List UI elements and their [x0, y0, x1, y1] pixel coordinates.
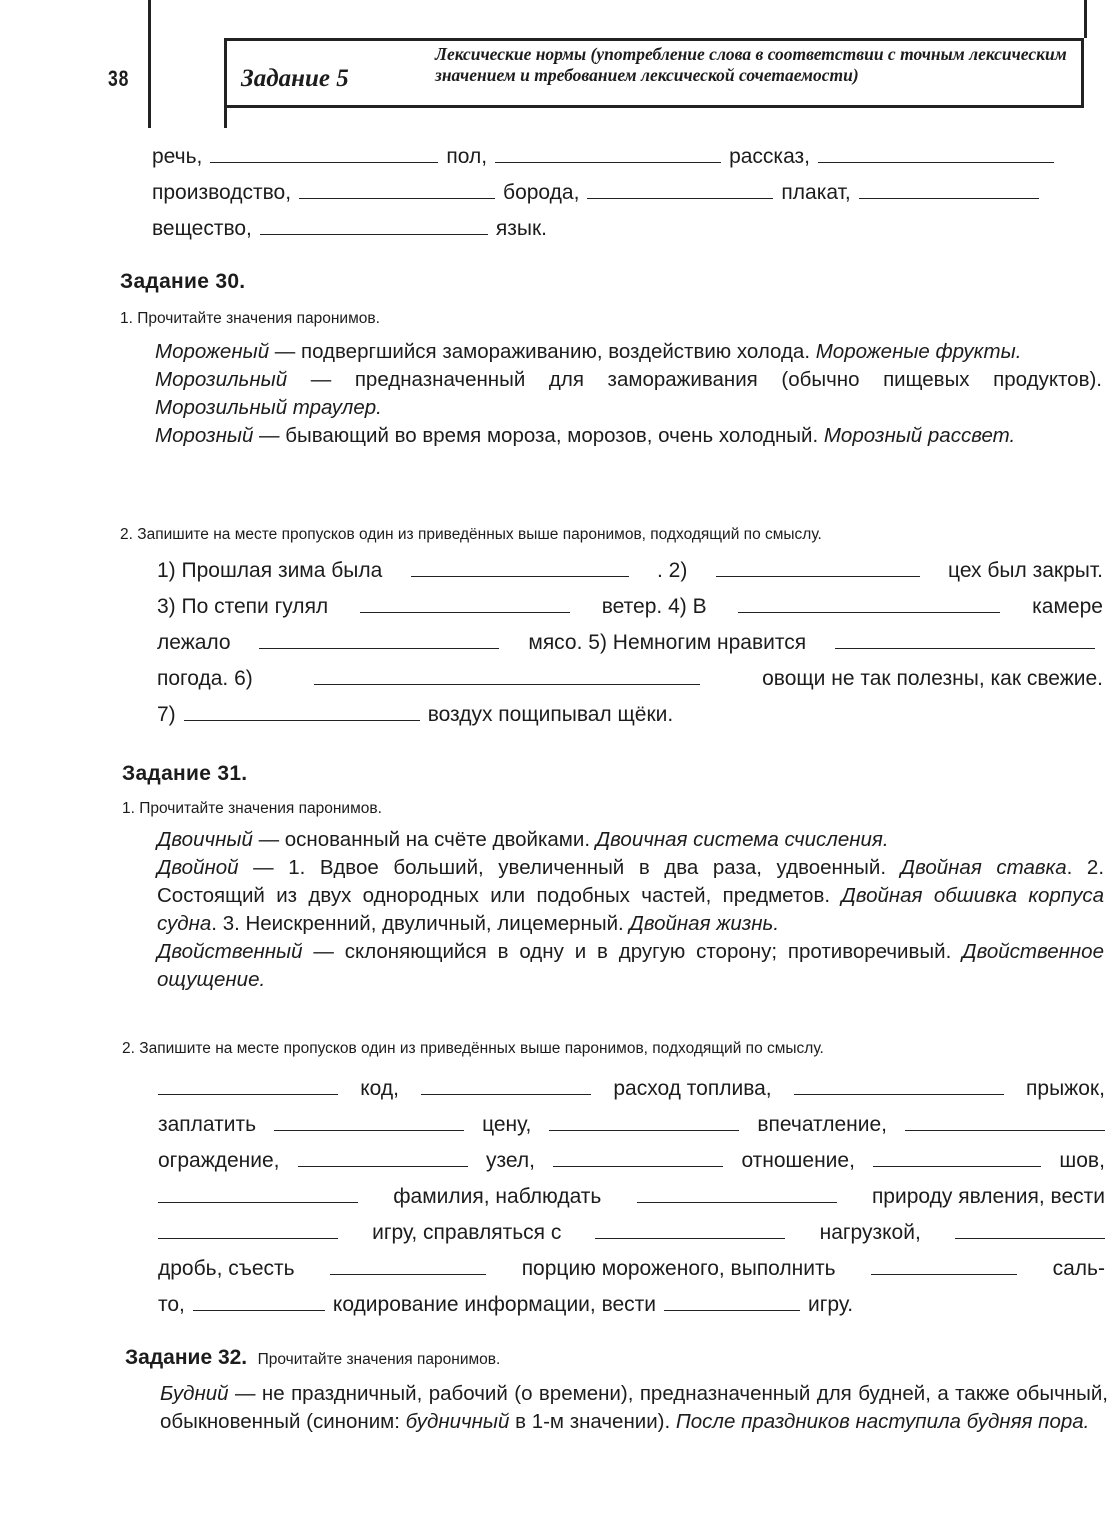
task-30-line-3: лежало мясо. 5) Немногим нравится: [157, 630, 1103, 658]
answer-blank[interactable]: [260, 216, 488, 235]
answer-blank[interactable]: [835, 630, 1095, 649]
answer-blank[interactable]: [549, 1112, 739, 1131]
definition-dvoinoi: Двойной — 1. Вдвое больший, увеличенный в два раза, удвоенный. Двойная ставка. 2. Состоящий из двух однородных или подобных частей, предметов. Двойная обшивка корпуса судна. 3. Неискренний, двуличный, лицемерный. Двойная жизнь.: [157, 856, 1105, 935]
word-veshchestvo: вещество,: [152, 217, 252, 240]
task-30-line-5: 7) воздух пощипывал щёки.: [157, 703, 674, 726]
task-31-line-1: код, расход топлива, прыжок,: [158, 1076, 1105, 1104]
answer-blank[interactable]: [193, 1292, 325, 1311]
answer-blank[interactable]: [330, 1256, 486, 1275]
answer-blank[interactable]: [314, 666, 700, 685]
task-31-title: Задание 31.: [122, 762, 248, 785]
definition-dvoichny: Двоичный — основанный на счёте двойками. Двоичная система счисления.: [157, 828, 889, 851]
answer-blank[interactable]: [859, 180, 1039, 199]
task-30-instruction-2: 2. Запишите на месте пропусков один из приведённых выше паронимов, подходящий по смыслу.: [120, 526, 822, 543]
answer-blank[interactable]: [794, 1076, 1004, 1095]
word-rasskaz: рассказ,: [729, 145, 810, 168]
answer-blank[interactable]: [158, 1220, 338, 1239]
task-30-line-2: 3) По степи гулял ветер. 4) В камере: [157, 595, 1103, 618]
word-rech: речь,: [152, 145, 203, 168]
answer-blank[interactable]: [595, 1220, 785, 1239]
task-32-heading: [125, 1346, 500, 1370]
task-31-definitions: [157, 826, 1104, 994]
answer-blank[interactable]: [298, 1148, 468, 1167]
definition-dvoistvenny: Двойственный — склоняющийся в одну и в другую сторону; противоречивый. Двойственное ощущение.: [157, 940, 1104, 991]
header-task-label: Задание 5: [241, 65, 349, 92]
words-row-1: [152, 144, 1102, 172]
task-32-instruction: Прочитайте значения паронимов.: [257, 1351, 501, 1368]
header-description: Лексические нормы (употребление слова в соответствии с точным лексическим значением и требованием лексической сочетаемости): [435, 44, 1067, 85]
answer-blank[interactable]: [716, 558, 920, 577]
answer-blank[interactable]: [553, 1148, 723, 1167]
task-31-line-2: заплатить цену, впечатление,: [158, 1112, 1105, 1140]
answer-blank[interactable]: [955, 1220, 1105, 1239]
task-30-line-4: погода. 6) овощи не так полезны, как свежие.: [157, 667, 1103, 690]
answer-blank[interactable]: [905, 1112, 1105, 1131]
task-30-definitions: [155, 338, 1102, 450]
page-number: 38: [108, 66, 130, 91]
words-row-2: [152, 180, 1102, 208]
word-yazyk: язык.: [495, 217, 547, 240]
answer-blank[interactable]: [158, 1184, 358, 1203]
word-plakat: плакат,: [781, 181, 851, 204]
left-margin-line: [148, 0, 151, 128]
task-31-line-7: то, кодирование информации, вести игру.: [158, 1293, 854, 1316]
task-31-line-5: игру, справляться с нагрузкой,: [158, 1220, 1105, 1248]
answer-blank[interactable]: [259, 630, 499, 649]
words-row-3: [152, 216, 852, 244]
answer-blank[interactable]: [818, 144, 1054, 163]
answer-blank[interactable]: [587, 180, 773, 199]
task-30-title: Задание 30.: [120, 270, 246, 293]
task-32-title: Задание 32.: [125, 1346, 248, 1369]
task-31-line-6: дробь, съесть порцию мороженого, выполнить саль-: [158, 1257, 1105, 1280]
task-header-box: [224, 38, 1084, 108]
answer-blank[interactable]: [299, 180, 495, 199]
answer-blank[interactable]: [421, 1076, 591, 1095]
task-31-instruction-1: 1. Прочитайте значения паронимов.: [122, 800, 382, 817]
word-proizvodstvo: производство,: [152, 181, 292, 204]
answer-blank[interactable]: [411, 558, 629, 577]
answer-blank[interactable]: [637, 1184, 837, 1203]
word-boroda: борода,: [503, 181, 580, 204]
task-31-line-3: ограждение, узел, отношение, шов,: [158, 1149, 1105, 1172]
answer-blank[interactable]: [360, 594, 570, 613]
answer-blank[interactable]: [184, 702, 420, 721]
answer-blank[interactable]: [873, 1148, 1041, 1167]
definition-morozheny: Мороженый — подвергшийся замораживанию, воздействию холода. Мороженые фрукты.: [155, 340, 1022, 363]
answer-blank[interactable]: [871, 1256, 1017, 1275]
task-31-line-4: фамилия, наблюдать природу явления, вести: [158, 1184, 1105, 1212]
task-31-instruction-2: 2. Запишите на месте пропусков один из приведённых выше паронимов, подходящий по смыслу.: [122, 1040, 824, 1057]
answer-blank[interactable]: [495, 144, 721, 163]
task-30-line-1: 1) Прошлая зима была . 2) цех был закрыт.: [157, 559, 1103, 582]
definition-budny: Будний — не праздничный, рабочий (о времени), предназначенный для будней, а также обычный, обыкновенный (синоним: будничный в 1-м значении). После праздников наступила будняя пора.: [160, 1382, 1108, 1433]
task-30-instruction-1: 1. Прочитайте значения паронимов.: [120, 310, 380, 327]
answer-blank[interactable]: [664, 1292, 800, 1311]
definition-morozilny: Морозильный — предназначенный для замораживания (обычно пищевых продуктов). Морозильный траулер.: [155, 368, 1102, 419]
answer-blank[interactable]: [210, 144, 438, 163]
word-pol: пол,: [446, 145, 488, 168]
answer-blank[interactable]: [738, 594, 1000, 613]
answer-blank[interactable]: [158, 1076, 338, 1095]
definition-moroznyi: Морозный — бывающий во время мороза, морозов, очень холодный. Морозный рассвет.: [155, 424, 1016, 447]
right-margin-line: [1084, 0, 1087, 38]
answer-blank[interactable]: [274, 1112, 464, 1131]
